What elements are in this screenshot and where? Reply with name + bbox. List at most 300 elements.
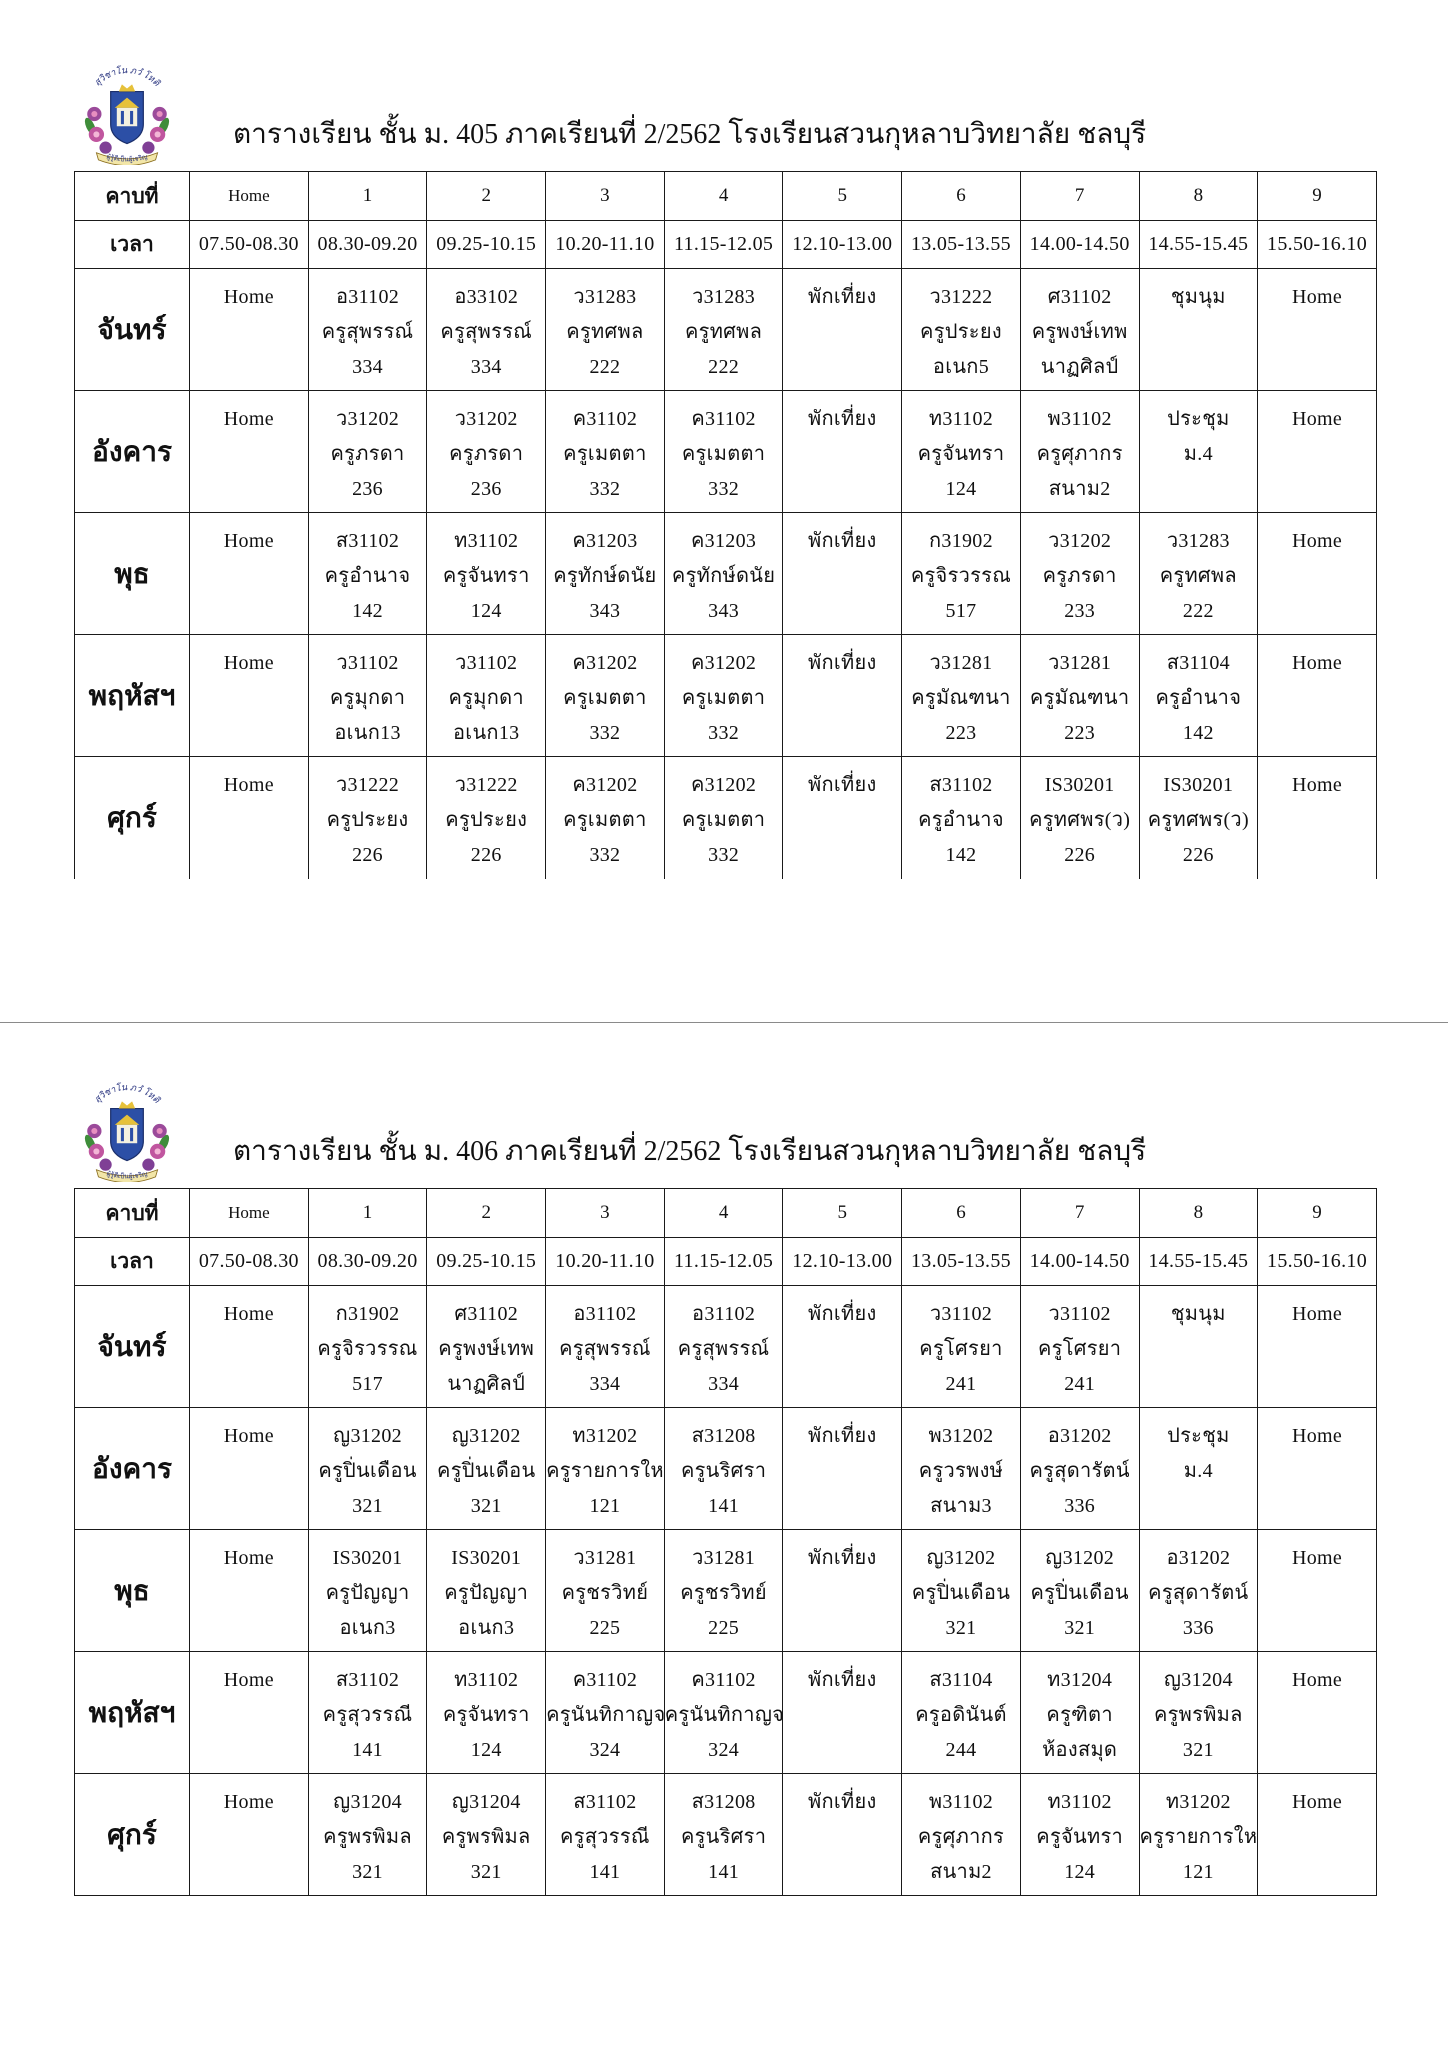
slot-label: Home (1291, 1791, 1343, 1813)
subject-code: ส31104 (929, 1669, 993, 1691)
schedule-cell (427, 513, 546, 635)
schedule-cell (1258, 1774, 1377, 1896)
schedule-cell (190, 1530, 309, 1652)
slot-label: Home (223, 1791, 274, 1813)
schedule-cell (902, 1286, 1021, 1408)
room: 334 (352, 356, 383, 378)
room: 241 (945, 1373, 977, 1395)
subject-code: อ31102 (573, 1303, 637, 1325)
teacher-name: ครูพรพิมล (323, 1826, 412, 1848)
time-slot: 13.05-13.55 (902, 221, 1021, 269)
logo-building (117, 108, 137, 126)
time-slot: 15.50-16.10 (1258, 221, 1377, 269)
room: 141 (708, 1495, 740, 1517)
teacher-name: ครูทศพล (1159, 565, 1237, 587)
schedule-cell (1020, 1286, 1139, 1408)
room: 336 (1182, 1617, 1214, 1639)
room: 124 (470, 1739, 502, 1761)
schedule-cell (664, 1530, 783, 1652)
schedule-cell (902, 1652, 1021, 1774)
teacher-name: ครูเมตตา (563, 687, 647, 709)
teacher-name: ครูนันทิกาญจ (546, 1704, 666, 1726)
schedule-cell (1258, 269, 1377, 391)
subject-code: ค31202 (691, 774, 757, 796)
schedule-cell (664, 757, 783, 879)
teacher-name: ครูสุวรรณี (322, 1704, 413, 1726)
slot-label: Home (223, 286, 274, 308)
period-header: 7 (1020, 172, 1139, 221)
room: 343 (708, 600, 740, 622)
schedule-cell (546, 1652, 665, 1774)
logo-flower-center (91, 1128, 97, 1134)
room: 343 (589, 600, 621, 622)
slot-label: พักเที่ยง (807, 1425, 877, 1447)
room: 226 (352, 844, 383, 866)
teacher-name: ครูนันทิกาญจ (664, 1704, 785, 1726)
room: 121 (1182, 1861, 1214, 1883)
subject-code: ท31102 (454, 530, 519, 552)
schedule-cell (308, 391, 427, 513)
time-slot: 14.00-14.50 (1020, 1238, 1139, 1286)
subject-code: อ31202 (1047, 1425, 1112, 1447)
time-label: เวลา (75, 1238, 190, 1286)
teacher-name: ครูทักษ์ดนัย (671, 565, 776, 587)
room: 236 (470, 478, 502, 500)
room: สนาม2 (1048, 478, 1111, 500)
period-header: 3 (546, 1189, 665, 1238)
room: 124 (470, 600, 502, 622)
subject-code: ว31222 (454, 774, 518, 796)
room: อเนก3 (339, 1617, 396, 1639)
schedule-cell (664, 1408, 783, 1530)
time-slot: 11.15-12.05 (664, 221, 783, 269)
schedule-cell (783, 513, 902, 635)
schedule-cell (190, 513, 309, 635)
period-header: 5 (783, 1189, 902, 1238)
logo-motto-bottom (106, 1170, 149, 1181)
period-header: Home (190, 172, 309, 221)
subject-code: ค31203 (691, 530, 757, 552)
subject-code: ญ31204 (333, 1791, 402, 1813)
schedule-cell (1258, 635, 1377, 757)
schedule-cell (1139, 757, 1258, 879)
teacher-name: ครูปัญญา (325, 1582, 410, 1604)
slot-label: Home (223, 1425, 274, 1447)
day-row (75, 1774, 1377, 1896)
schedule-cell (546, 1774, 665, 1896)
subject-code: ว31283 (692, 286, 756, 308)
subject-code: ก31902 (929, 530, 993, 552)
slot-label: Home (1291, 1669, 1343, 1691)
room: 226 (1182, 844, 1214, 866)
teacher-name: ครูศุภากร (917, 1826, 1005, 1848)
teacher-name: ครูปิ่นเดือน (1030, 1582, 1129, 1604)
slot-label: พักเที่ยง (807, 1791, 877, 1813)
subject-code: ค31102 (572, 408, 638, 430)
schedule-cell (1258, 1652, 1377, 1774)
time-label: เวลา (75, 221, 190, 269)
schedule-cell (1020, 1652, 1139, 1774)
slot-label: พักเที่ยง (807, 530, 877, 552)
schedule-cell (664, 513, 783, 635)
schedule-cell (427, 269, 546, 391)
schedule-cell (546, 269, 665, 391)
room: 142 (352, 600, 383, 622)
schedule-cell (783, 1774, 902, 1896)
room: 517 (352, 1373, 383, 1395)
teacher-name: ครูจันทรา (917, 443, 1005, 465)
schedule-cell (902, 1530, 1021, 1652)
logo-column (121, 1128, 124, 1141)
subject-code: ค31102 (691, 1669, 756, 1691)
period-label: คาบที่ (75, 172, 190, 221)
teacher-name: ครูเมตตา (681, 687, 766, 709)
schedule-cell (1258, 1530, 1377, 1652)
teacher-name: ครูโศรยา (919, 1338, 1003, 1360)
teacher-name: ครูเมตตา (563, 809, 647, 831)
subject-code: IS30201 (451, 1547, 522, 1569)
room: 321 (945, 1617, 977, 1639)
period-header: 8 (1139, 1189, 1258, 1238)
teacher-name: ครูชรวิทย์ (561, 1582, 649, 1604)
room: อเนก13 (453, 722, 520, 744)
schedule-cell (427, 1774, 546, 1896)
room: 332 (589, 478, 621, 500)
page-title: ตารางเรียน ชั้น ม. 405 ภาคเรียนที่ 2/2562 โรงเรียนสวนกุหลาบวิทยาลัย ชลบุรี (233, 119, 1147, 150)
subject-code: ว31222 (929, 286, 993, 308)
teacher-name: ครูนริศรา (680, 1460, 767, 1482)
teacher-name: ครูสุดารัตน์ (1029, 1460, 1130, 1482)
schedule-cell (190, 757, 309, 879)
schedule-cell (783, 391, 902, 513)
logo-flower-center (155, 1148, 161, 1154)
logo-flower (142, 1159, 154, 1171)
logo-motto-top-path: สุวิชาโน ภวํ โหติ (92, 65, 162, 88)
slot-label: Home (1291, 1547, 1343, 1569)
logo-flower (99, 1159, 111, 1171)
teacher-name: ครูปิ่นเดือน (437, 1460, 536, 1482)
time-slot: 11.15-12.05 (664, 1238, 783, 1286)
schedule-cell (1020, 1530, 1139, 1652)
subject-code: ญ31204 (451, 1791, 521, 1813)
room: 321 (1182, 1739, 1214, 1761)
schedule-cell (664, 1286, 783, 1408)
room: สนาม2 (930, 1861, 992, 1883)
slot-label: ประชุม (1167, 1425, 1230, 1447)
room: 321 (1064, 1617, 1096, 1639)
period-header-row (75, 1189, 1377, 1238)
subject-code: ค31202 (691, 652, 757, 674)
schedule-cell (783, 635, 902, 757)
subject-code: ส31208 (691, 1425, 756, 1447)
slot-label: พักเที่ยง (807, 1303, 877, 1325)
logo-flower-center (157, 111, 163, 117)
subject-code: อ31202 (1166, 1547, 1231, 1569)
room: 121 (589, 1495, 621, 1517)
schedule-cell (308, 635, 427, 757)
teacher-name: ครูนริศรา (680, 1826, 767, 1848)
period-header: Home (190, 1189, 309, 1238)
schedule-cell (783, 1286, 902, 1408)
period-header: 2 (427, 1189, 546, 1238)
schedule-cell (1020, 1408, 1139, 1530)
subject-code: ศ31102 (454, 1303, 519, 1325)
room: ห้องสมุด (1042, 1739, 1118, 1761)
slot-label: Home (223, 408, 274, 430)
slot-label: Home (1291, 652, 1343, 674)
teacher-name: ครูภรดา (330, 443, 405, 465)
subject-code: ว31283 (573, 286, 637, 308)
period-header: 1 (308, 172, 427, 221)
room: 244 (945, 1739, 977, 1761)
schedule-cell (664, 1774, 783, 1896)
schedule-cell (1139, 1652, 1258, 1774)
day-row (75, 757, 1377, 879)
day-name: ศุกร์ (75, 1774, 190, 1896)
room: 233 (1064, 600, 1096, 622)
room: 223 (1064, 722, 1096, 744)
teacher-name: ครูทศพร(ว) (1147, 809, 1249, 831)
schedule-cell (190, 1652, 309, 1774)
teacher-name: ครูสุพรรณ์ (321, 321, 414, 343)
room: 142 (945, 844, 977, 866)
teacher-name: ครูสุดารัตน์ (1148, 1582, 1249, 1604)
slot-label: Home (1291, 286, 1343, 308)
logo-motto-bottom-path: ผู้รู้ดีเป็นผู้เจริญ (105, 1170, 149, 1181)
slot-label: ชุมนุม (1170, 286, 1226, 308)
schedule-cell (1020, 269, 1139, 391)
schedule-cell (902, 391, 1021, 513)
subject-code: อ33102 (454, 286, 519, 308)
subject-code: ว31283 (1166, 530, 1230, 552)
teacher-name: ครูพรพิมล (441, 1826, 531, 1848)
teacher-name: ครูสุวรรณี (560, 1826, 650, 1848)
day-name: อังคาร (75, 1408, 190, 1530)
schedule-cell (1139, 391, 1258, 513)
teacher-name: ครูปิ่นเดือน (911, 1582, 1011, 1604)
schedule-cell (308, 1408, 427, 1530)
time-slot: 14.00-14.50 (1020, 221, 1139, 269)
schedule-cell (783, 1408, 902, 1530)
logo-crown (119, 1101, 135, 1108)
room: นาฏศิลป์ (1040, 356, 1119, 378)
schedule-cell (1020, 757, 1139, 879)
page-title: ตารางเรียน ชั้น ม. 406 ภาคเรียนที่ 2/2562 โรงเรียนสวนกุหลาบวิทยาลัย ชลบุรี (233, 1136, 1147, 1167)
teacher-name: ครูชรวิทย์ (680, 1582, 767, 1604)
time-slot: 07.50-08.30 (190, 1238, 309, 1286)
teacher-name: ครูประยง (920, 321, 1002, 343)
slot-label: ชุมนุม (1170, 1303, 1226, 1325)
schedule-cell (1020, 391, 1139, 513)
time-slot: 08.30-09.20 (308, 221, 427, 269)
logo-column (130, 111, 133, 124)
schedule-cell (902, 1774, 1021, 1896)
schedule-cell (546, 757, 665, 879)
room: 241 (1064, 1373, 1096, 1395)
slot-label: พักเที่ยง (807, 652, 877, 674)
time-row (75, 221, 1377, 269)
schedule-cell (1258, 1408, 1377, 1530)
teacher-name: ครูรายการให (546, 1460, 664, 1482)
logo-motto-top (92, 64, 163, 88)
teacher-name: ครูพงษ์เทพ (1031, 321, 1128, 343)
room: 142 (1182, 722, 1214, 744)
room: 141 (589, 1861, 621, 1883)
teacher-name: ครูวรพงษ์ (918, 1460, 1004, 1482)
time-slot: 14.55-15.45 (1139, 1238, 1258, 1286)
subject-code: ญ31202 (451, 1425, 521, 1447)
room: นาฏศิลป์ (447, 1373, 526, 1395)
logo-flower-center (155, 131, 161, 137)
period-header-row (75, 172, 1377, 221)
teacher-name: ครูทศพล (684, 321, 763, 343)
teacher-name: ครูสุพรรณ์ (440, 321, 533, 343)
teacher-name: ครูปัญญา (444, 1582, 529, 1604)
schedule-cell (308, 1286, 427, 1408)
schedule-cell (1139, 635, 1258, 757)
room: 321 (470, 1495, 502, 1517)
subject-code: ท31204 (1047, 1669, 1113, 1691)
logo-flower-center (93, 1148, 99, 1154)
teacher-name: ครูมัณฑนา (911, 687, 1011, 709)
subject-code: ว31222 (336, 774, 400, 796)
schedule-cell (427, 1652, 546, 1774)
schedule-cell (1139, 1408, 1258, 1530)
room: 517 (945, 600, 977, 622)
timetable-block-405 (0, 0, 1448, 940)
subject-code: ว31281 (929, 652, 993, 674)
schedule-cell (427, 1286, 546, 1408)
subject-code: ส31104 (1166, 652, 1230, 674)
room: 222 (1182, 600, 1214, 622)
subject-code: ท31202 (572, 1425, 638, 1447)
subject-code: ญ31202 (926, 1547, 996, 1569)
subject-code: ว31281 (1048, 652, 1112, 674)
logo-motto-top (92, 1081, 163, 1105)
timetable (74, 1188, 1377, 1896)
schedule-cell (783, 757, 902, 879)
period-header: 6 (902, 172, 1021, 221)
teacher-name: ครูมุกดา (329, 687, 406, 709)
subject-code: ค31102 (691, 408, 756, 430)
schedule-cell (1139, 1774, 1258, 1896)
schedule-cell (1139, 1286, 1258, 1408)
subject-code: ว31281 (573, 1547, 637, 1569)
subject-code: พ31102 (1047, 408, 1112, 430)
period-header: 4 (664, 1189, 783, 1238)
room: 222 (708, 356, 740, 378)
subject-code: อ31102 (692, 1303, 756, 1325)
room: 334 (589, 1373, 621, 1395)
school-logo (76, 1080, 178, 1182)
teacher-name: ครูภรดา (449, 443, 524, 465)
subject-code: อ31102 (335, 286, 400, 308)
logo-motto-bottom-path: ผู้รู้ดีเป็นผู้เจริญ (105, 153, 149, 164)
day-row (75, 635, 1377, 757)
day-name: พุธ (75, 513, 190, 635)
room: 222 (589, 356, 621, 378)
slot-label: Home (223, 774, 274, 796)
time-slot: 10.20-11.10 (546, 1238, 665, 1286)
logo-column (130, 1128, 133, 1141)
subject-code: ท31102 (928, 408, 994, 430)
subject-code: พ31102 (928, 1791, 994, 1813)
room: 334 (470, 356, 502, 378)
schedule-cell (190, 1408, 309, 1530)
slot-label: พักเที่ยง (807, 774, 877, 796)
slot-label: พักเที่ยง (807, 1669, 877, 1691)
teacher-name: ครูโศรยา (1037, 1338, 1122, 1360)
room: 332 (589, 722, 621, 744)
subject-code: ว31102 (336, 652, 399, 674)
schedule-cell (427, 635, 546, 757)
slot-label: Home (223, 530, 274, 552)
period-header: 5 (783, 172, 902, 221)
slot-label: Home (223, 1303, 274, 1325)
logo-flower (99, 142, 111, 154)
schedule-cell (546, 1408, 665, 1530)
time-slot: 09.25-10.15 (427, 221, 546, 269)
schedule-cell (1020, 635, 1139, 757)
schedule-cell (308, 1652, 427, 1774)
teacher-name: ครูเมตตา (681, 809, 766, 831)
subject-code: ส31208 (691, 1791, 756, 1813)
subject-code: ส31102 (335, 1669, 400, 1691)
subject-code: ญ31202 (1045, 1547, 1115, 1569)
schedule-cell (1258, 1286, 1377, 1408)
schedule-cell (664, 1652, 783, 1774)
day-name: พฤหัสฯ (75, 635, 190, 757)
schedule-cell (546, 391, 665, 513)
room: 141 (708, 1861, 740, 1883)
room: 124 (945, 478, 977, 500)
subject-code: ท31202 (1165, 1791, 1231, 1813)
subject-code: ว31102 (455, 652, 518, 674)
schedule-cell (1258, 513, 1377, 635)
slot-label: ม.4 (1183, 443, 1213, 465)
period-label: คาบที่ (75, 1189, 190, 1238)
subject-code: ค31202 (572, 774, 638, 796)
slot-label: พักเที่ยง (807, 408, 877, 430)
day-name: พุธ (75, 1530, 190, 1652)
logo-flower-center (91, 111, 97, 117)
subject-code: ญ31204 (1163, 1669, 1233, 1691)
teacher-name: ครูจันทรา (1036, 1826, 1124, 1848)
schedule-cell (783, 1652, 902, 1774)
day-row (75, 1652, 1377, 1774)
slot-label: Home (223, 1669, 274, 1691)
subject-code: ค31202 (572, 652, 638, 674)
period-header: 1 (308, 1189, 427, 1238)
room: 124 (1064, 1861, 1096, 1883)
day-row (75, 1286, 1377, 1408)
teacher-name: ครูทศพร(ว) (1029, 809, 1131, 831)
schedule-cell (664, 269, 783, 391)
logo-motto-bottom (106, 153, 149, 164)
teacher-name: ครูพงษ์เทพ (438, 1338, 535, 1360)
schedule-cell (902, 757, 1021, 879)
teacher-name: ครูทักษ์ดนัย (553, 565, 657, 587)
time-slot: 12.10-13.00 (783, 1238, 902, 1286)
day-name: จันทร์ (75, 269, 190, 391)
room: 321 (352, 1861, 383, 1883)
logo-building (117, 1125, 137, 1143)
room: 223 (945, 722, 977, 744)
subject-code: ท31102 (1047, 1791, 1112, 1813)
schedule-cell (1020, 1774, 1139, 1896)
subject-code: ว31102 (1048, 1303, 1111, 1325)
schedule-cell (664, 391, 783, 513)
